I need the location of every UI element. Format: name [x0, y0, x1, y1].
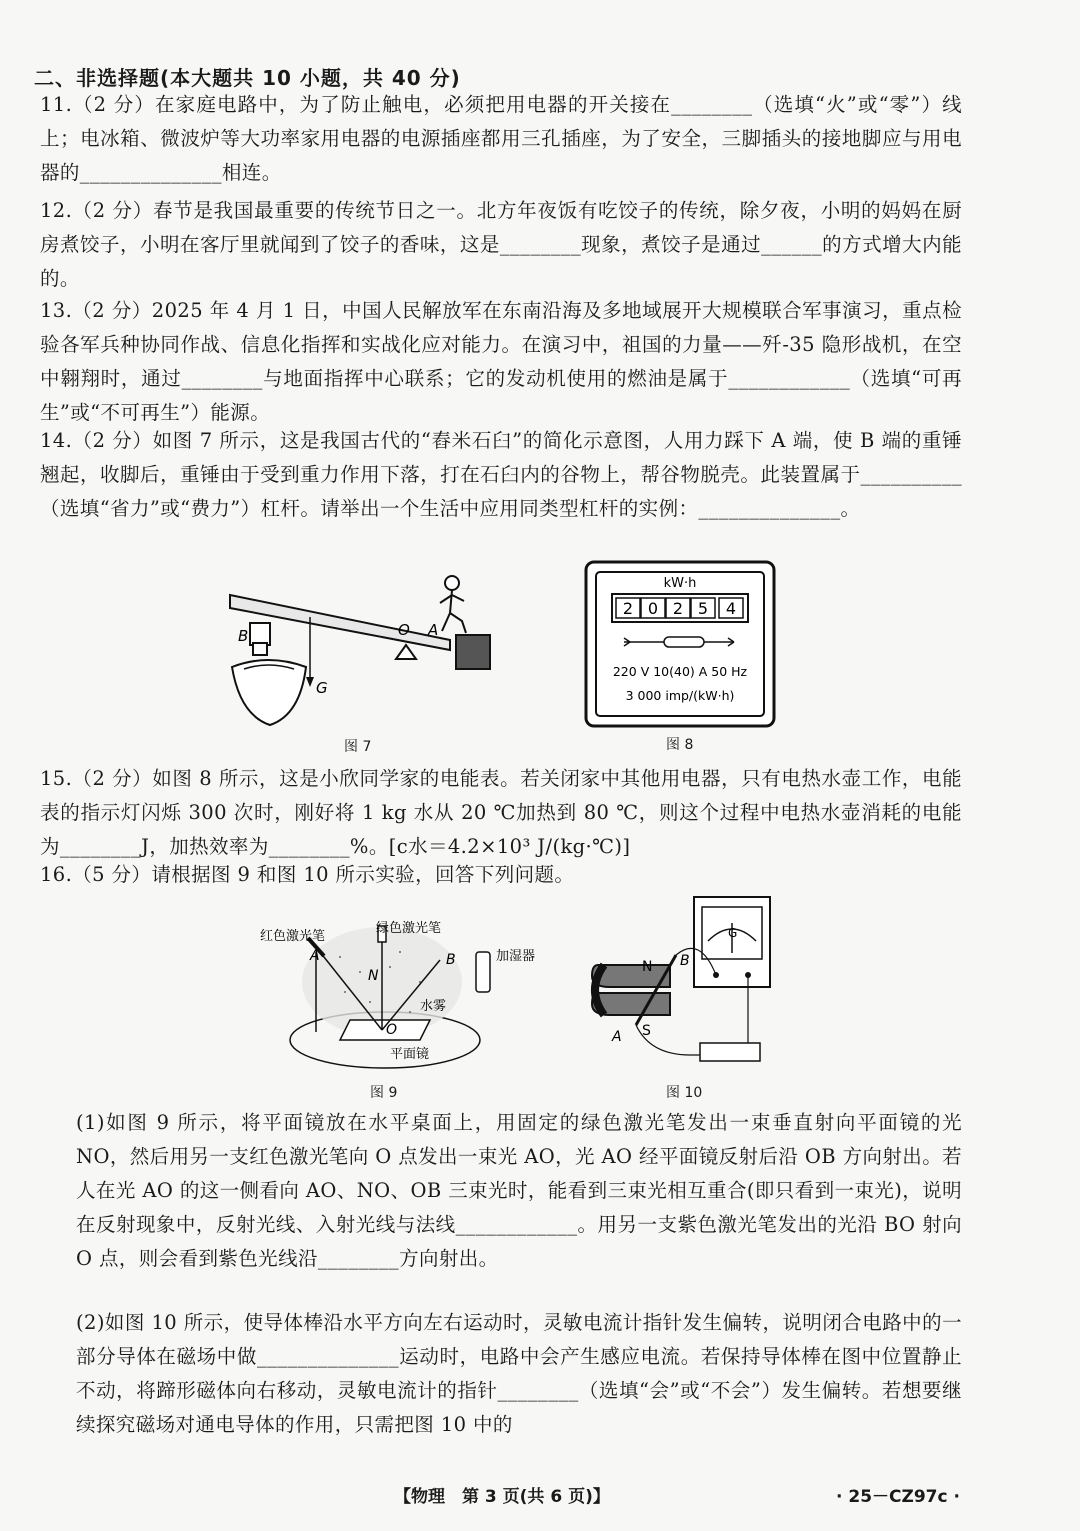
page-code: · 25－CZ97c ·	[836, 1487, 960, 1507]
meter-unit: kW·h	[663, 576, 697, 591]
figure-9-caption: 图 9	[370, 1085, 398, 1101]
question-12: 12.（2 分）春节是我国最重要的传统节日之一。北方年夜饭有吃饺子的传统，除夕夜，小明的妈妈在厨房煮饺子，小明在客厅里就闻到了饺子的香味，这是________现象，煮饺子是通过______的方式增大内能的。	[40, 199, 962, 290]
fig7-label-b: B	[238, 627, 249, 645]
question-16: 16.（5 分）请根据图 9 和图 10 所示实验，回答下列问题。	[40, 863, 575, 886]
meter-digit-3: 2	[672, 599, 684, 618]
meter-digit-2: 0	[647, 599, 659, 618]
fig10-label-s: S	[642, 1023, 651, 1039]
figure-10-caption: 图 10	[666, 1085, 703, 1101]
question-16-part-2: (2)如图 10 所示，使导体棒沿水平方向左右运动时，灵敏电流计指针发生偏转，说明闭合电路中的一部分导体在磁场中做______________运动时，电路中会产生感应电流。若保持导体棒在图中位置静止不动，将蹄形磁体向右移动，灵敏电流计的指针________（选填“会”或“不会”）发生偏转。若想要继续探究磁场对通电导体的作用，只需把图 10 中的	[76, 1311, 962, 1436]
figure-7	[220, 565, 510, 735]
fig7-label-o: O	[398, 621, 410, 639]
fig9-label-b: B	[446, 952, 456, 968]
fig9-mirror: 平面镜	[390, 1047, 430, 1062]
figure-10	[590, 895, 790, 1080]
fig9-green-laser: 绿色激光笔	[376, 921, 442, 936]
page-footer: 【物理 第 3 页(共 6 页)】	[394, 1487, 610, 1507]
meter-spec-1: 220 V 10(40) A 50 Hz	[612, 664, 748, 679]
section-title: 二、非选择题(本大题共 10 小题，共 40 分)	[34, 66, 461, 90]
meter-spec-2: 3 000 imp/(kW·h)	[625, 688, 735, 703]
figure-9	[250, 912, 536, 1082]
fig7-label-g: G	[316, 679, 328, 697]
figure-8-caption: 图 8	[666, 737, 694, 753]
fig9-label-a: A	[310, 948, 320, 964]
svg-text:加湿器	[496, 948, 535, 964]
fig9-mist: 水雾	[420, 999, 447, 1014]
fig9-label-n: N	[368, 968, 379, 984]
fig9-label-o: O	[386, 1022, 398, 1038]
question-13: 13.（2 分）2025 年 4 月 1 日，中国人民解放军在东南沿海及多地域展开大规模联合军事演习，重点检验各军兵种协同作战、信息化指挥和实战化应对能力。在演习中，祖国的力量——歼-35 隐形战机，在空中翱翔时，通过________与地面指挥中心联系；它的发动机使用的燃油是属于____________（选填“可再生”或“不可再生”）能源。	[40, 299, 962, 424]
fig10-label-g: G	[728, 926, 738, 940]
question-14: 14.（2 分）如图 7 所示，这是我国古代的“舂米石臼”的简化示意图，人用力踩下 A 端，使 B 端的重锤翘起，收脚后，重锤由于受到重力作用下落，打在石臼内的谷物上，帮谷物脱壳。此装置属于__________（选填“省力”或“费力”）杠杆。请举出一个生活中应用同类型杠杆的实例：______________。	[40, 429, 962, 520]
question-16-part-1: (1)如图 9 所示，将平面镜放在水平桌面上，用固定的绿色激光笔发出一束垂直射向平面镜的光 NO，然后用另一支红色激光笔向 O 点发出一束光 AO，光 AO 经平面镜反射后沿 OB 方向射出。若人在光 AO 的这一侧看向 AO、NO、OB 三束光时，能看到三束光相互重合(即只看到一束光)，说明在反射现象中，反射光线、入射光线与法线____________。用另一支紫色激光笔发出的光沿 BO 射向 O 点，则会看到紫色光线沿________方向射出。	[76, 1111, 962, 1270]
question-11: 11.（2 分）在家庭电路中，为了防止触电，必须把用电器的开关接在________（选填“火”或“零”）线上；电冰箱、微波炉等大功率家用电器的电源插座都用三孔插座，为了安全，三脚插头的接地脚应与用电器的______________相连。	[40, 93, 962, 184]
fig9-red-laser: 红色激光笔	[260, 929, 326, 944]
fig9-humidifier: 加湿器	[496, 949, 536, 964]
figure-7-caption: 图 7	[344, 739, 372, 755]
fig10-label-a: A	[612, 1029, 622, 1045]
meter-digit-4: 5	[697, 599, 709, 618]
fig7-label-a: A	[428, 621, 439, 639]
meter-digit-5: 4	[725, 599, 737, 618]
figure-8	[584, 560, 776, 730]
fig10-label-n: N	[642, 959, 653, 975]
question-15: 15.（2 分）如图 8 所示，这是小欣同学家的电能表。若关闭家中其他用电器，只有电热水壶工作，电能表的指示灯闪烁 300 次时，刚好将 1 kg 水从 20 ℃加热到 80 ℃，则这个过程中电热水壶消耗的电能为________J，加热效率为________%。[c水＝4.2×10³ J/(kg·℃)]	[40, 767, 962, 858]
meter-digit-1: 2	[622, 599, 634, 618]
fig10-label-b: B	[680, 953, 690, 969]
